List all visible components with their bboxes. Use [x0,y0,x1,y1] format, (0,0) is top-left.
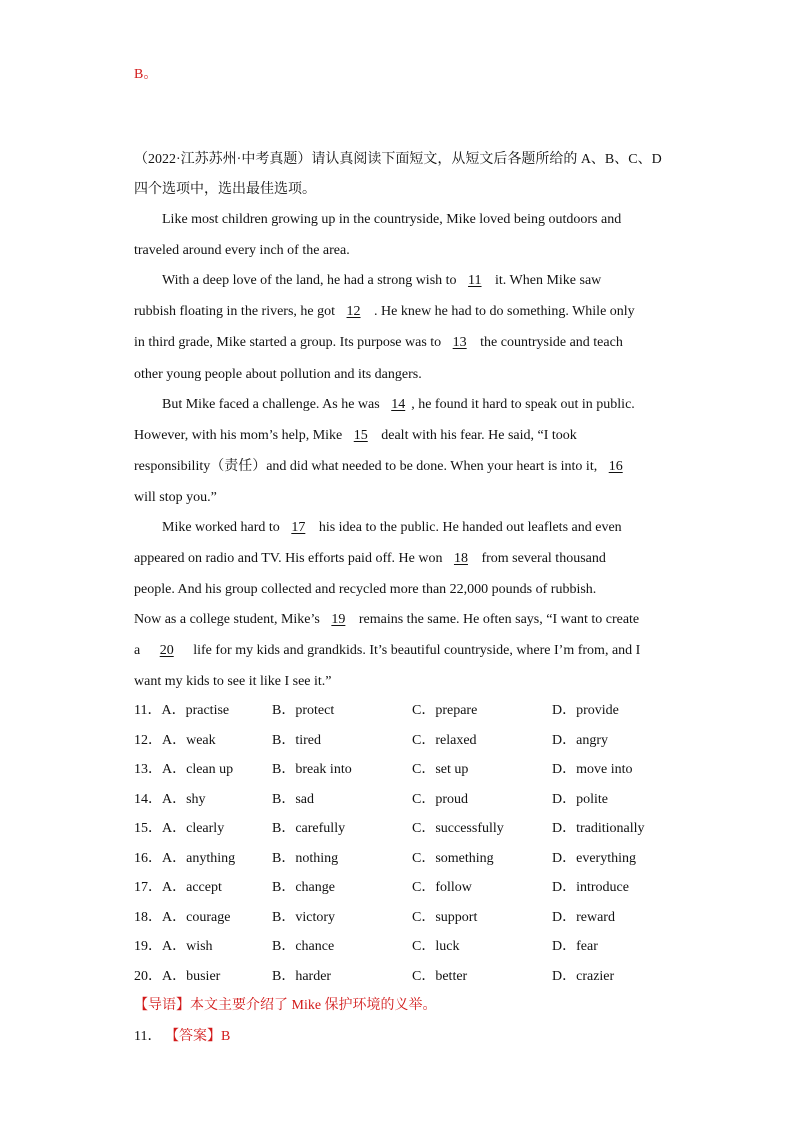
option-b: B．chance [272,939,335,954]
passage-line: will stop you.” [134,490,217,505]
option-a: 14．A．shy [134,792,206,807]
previous-answer: B。 [134,67,158,82]
text: Mike worked hard to [162,520,280,535]
text: With a deep love of the land, he had a strong wish to [162,273,457,288]
option-c: C．prepare [412,703,478,718]
passage-line [162,519,622,537]
blank-14: 14 [391,397,406,412]
option-d: D．angry [552,733,608,748]
option-a: 15．A．clearly [134,821,225,836]
text: responsibility（责任）and did what needed to be done. When your heart is into it, [134,459,598,474]
option-d: D．provide [552,703,619,718]
text: Now as a college student, Mike’s [134,612,320,627]
question-19 [134,938,674,956]
option-d: D．fear [552,939,598,954]
answer-label: 【答案】B [164,1029,231,1044]
text: dealt with his fear. He said, “I took [381,428,577,443]
option-a: 17．A．accept [134,880,222,895]
option-c: C．something [412,851,494,866]
blank-13: 13 [452,335,467,350]
option-a: 11．A．practise [134,703,230,718]
text: the countryside and teach [480,335,623,350]
passage-line [134,458,627,476]
passage-line: people. And his group collected and recycled more than 22,000 pounds of rubbish. [134,582,597,597]
question-13 [134,761,674,779]
passage-line [134,427,577,445]
option-b: B．victory [272,910,335,925]
guide-text: 【导语】本文主要介绍了 Mike 保护环境的义举。 [134,998,437,1013]
text: remains the same. He often says, “I want to create [358,612,640,627]
option-d: D．move into [552,762,633,777]
option-a: 12．A．weak [134,733,216,748]
intro-line-2: 四个选项中，选出最佳选项。 [134,182,316,197]
passage-line [162,272,601,290]
question-17 [134,879,674,897]
passage-line [162,396,635,414]
option-d: D．traditionally [552,821,645,836]
text: life for my kids and grandkids. It’s beautiful countryside, where I’m from, and I [193,643,641,658]
text: appeared on radio and TV. His efforts paid off. He won [134,551,443,566]
text: But Mike faced a challenge. As he was [162,397,380,412]
blank-19: 19 [331,612,346,627]
question-11 [134,702,674,720]
blank-15: 15 [353,428,368,443]
text: rubbish floating in the rivers, he got [134,304,336,319]
option-b: B．carefully [272,821,346,836]
question-18 [134,909,674,927]
intro-line-1: （2022·江苏苏州·中考真题）请认真阅读下面短文，从短文后各题所给的 A、B、C、D [134,152,662,167]
option-c: C．relaxed [412,733,477,748]
text: , he found it hard to speak out in public. [411,397,635,412]
option-c: C．successfully [412,821,504,836]
passage-line [134,642,640,660]
option-a: 19．A．wish [134,939,213,954]
passage-line [134,303,635,321]
option-b: B．tired [272,733,321,748]
question-20 [134,968,674,986]
text: his idea to the public. He handed out leaflets and even [318,520,622,535]
option-b: B．sad [272,792,314,807]
question-12 [134,732,674,750]
passage-line: Like most children growing up in the countryside, Mike loved being outdoors and [162,212,622,227]
option-d: D．everything [552,851,636,866]
option-a: 16．A．anything [134,851,236,866]
option-b: B．nothing [272,851,339,866]
option-d: D．introduce [552,880,629,895]
option-a: 18．A．courage [134,910,231,925]
option-a: 13．A．clean up [134,762,234,777]
blank-20: 20 [159,643,174,658]
text: . He knew he had to do something. While only [374,304,635,319]
answer-number: 11． [134,1029,162,1044]
option-c: C．support [412,910,478,925]
option-a: 20．A．busier [134,969,221,984]
passage-line: traveled around every inch of the area. [134,243,350,258]
question-15 [134,820,674,838]
option-d: D．polite [552,792,608,807]
text: However, with his mom’s help, Mike [134,428,343,443]
option-b: B．break into [272,762,352,777]
option-c: C．luck [412,939,460,954]
text: from several thousand [481,551,606,566]
option-d: D．crazier [552,969,615,984]
answer-line [134,1028,230,1046]
blank-12: 12 [346,304,361,319]
passage-line [134,550,606,568]
text: it. When Mike saw [495,273,602,288]
blank-16: 16 [608,459,623,474]
question-14 [134,791,674,809]
passage-line [134,611,639,629]
option-c: C．set up [412,762,469,777]
option-c: C．follow [412,880,472,895]
text: in third grade, Mike started a group. Its purpose was to [134,335,442,350]
option-b: B．change [272,880,335,895]
option-c: C．better [412,969,468,984]
passage-line [134,334,623,352]
text: a [134,643,141,658]
option-b: B．protect [272,703,335,718]
passage-line: other young people about pollution and its dangers. [134,367,422,382]
option-b: B．harder [272,969,332,984]
option-d: D．reward [552,910,615,925]
blank-11: 11 [468,273,482,288]
blank-18: 18 [453,551,468,566]
option-c: C．proud [412,792,468,807]
question-16 [134,850,674,868]
passage-line: want my kids to see it like I see it.” [134,674,332,689]
blank-17: 17 [291,520,306,535]
